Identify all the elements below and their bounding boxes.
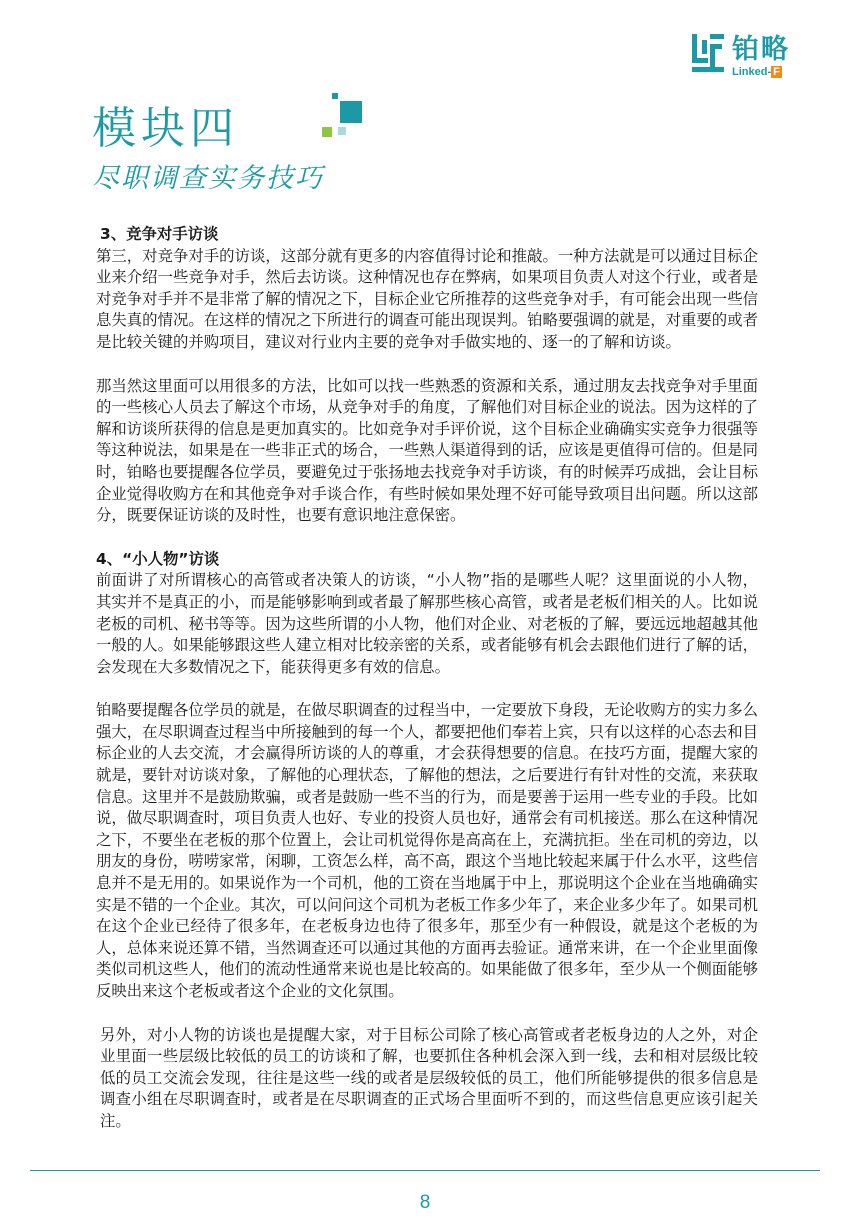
- paragraph: 铂略要提醒各位学员的就是，在做尽职调查的过程当中，一定要放下身段，无论收购方的实力多么强大，在尽职调查过程当中所接触到的每一个人，都要把他们奉若上宾，只有以这样的心态去和目标企业的人去交流，才会赢得所访谈的人的尊重，才会获得想要的信息。在技巧方面，提醒大家的就是，要针对访谈对象，了解他的心理状态，了解他的想法，之后要进行有针对性的交流，来获取信息。这里并不是鼓励欺骗，或者是鼓励一些不当的行为，而是要善于运用一些专业的手段。比如说，做尽职调查时，项目负责人也好、专业的投资人员也好，通常会有司机接送。那么在这种情况之下，不要坐在老板的那个位置上，会让司机觉得你是高高在上，充满抗拒。坐在司机的旁边，以朋友的身份，唠唠家常，闲聊，工资怎么样，高不高，跟这个当地比较起来属于什么水平，这些信息并不是无用的。如果说作为一个司机，他的工资在当地属于中上，那说明这个企业在当地确确实实是不错的一个企业。其次，可以问问这个司机为老板工作多少年了，来企业多少年了。如果司机在这个企业已经待了很多年，在老板身边也待了很多年，那至少有一种假设，就是这个老板的为人，总体来说还算不错，当然调查还可以通过其他的方面再去验证。通常来讲，在一个企业里面像类似司机这些人，他们的流动性通常来说也是比较高的。如果能做了很多年，至少从一个侧面能够反映出来这个老板或者这个企业的文化氛围。: [96, 701, 758, 1000]
- section-heading: 4、“小人物”访谈: [96, 549, 220, 568]
- paragraph: 第三，对竞争对手的访谈，这部分就有更多的内容值得讨论和推敲。一种方法就是可以通过目标企业来介绍一些竞争对手，然后去访谈。这种情况也存在弊病，如果项目负责人对这个行业，或者是对竞争对手并不是非常了解的情况之下，目标企业它所推荐的这些竞争对手，有可能会出现一些信息失真的情况。在这样的情况之下所进行的调查可能出现误判。铂略要强调的就是，对重要的或者是比较关键的并购项目，建议对行业内主要的竞争对手做实地的、逐一的了解和访谈。: [96, 246, 758, 351]
- logo-mark-icon: [692, 34, 724, 72]
- decor-square-light: [338, 127, 346, 135]
- paragraph: 前面讲了对所谓核心的高管或者决策人的访谈，“小人物”指的是哪些人呢？这里面说的小人物，其实并不是真正的小，而是能够影响到或者最了解那些核心高管，或者是老板们相关的人。比如说老板的司机、秘书等等。因为这些所谓的小人物，他们对企业、对老板的了解，要远远地超越其他一般的人。如果能够跟这些人建立相对比较亲密的关系，或者能够有机会去跟他们进行了解的话，会发现在大多数情况之下，能获得更多有效的信息。: [96, 571, 758, 676]
- footer-divider: [30, 1170, 820, 1171]
- brand-name-en-main: Linked-: [732, 66, 772, 78]
- brand-logo: [692, 34, 822, 80]
- module-subtitle: 尽职调查实务技巧: [92, 163, 324, 194]
- article-body: [96, 224, 758, 1133]
- paragraph: 那当然这里面可以用很多的方法，比如可以找一些熟悉的资源和关系，通过朋友去找竞争对手里面的一些核心人员去了解这个市场，从竞争对手的角度，了解他们对目标企业的说法。因为这样的了解和访谈所获得的信息是更加真实的。比如竞争对手评价说，这个目标企业确确实实竞争力很强等等这种说法，如果是在一些非正式的场合，一些熟人渠道得到的话，应该是更值得可信的。但是同时，铂略也要提醒各位学员，要避免过于张扬地去找竞争对手访谈，有的时候弄巧成拙，会让目标企业觉得收购方在和其他竞争对手谈合作，有些时候如果处理不好可能导致项目出问题。所以这部分，既要保证访谈的及时性，也要有意识地注意保密。: [96, 376, 758, 525]
- decor-square-large: [340, 101, 362, 123]
- section-heading: 3、竞争对手访谈: [100, 225, 219, 243]
- decorative-squares: [318, 93, 364, 143]
- decor-square-small: [332, 93, 338, 99]
- brand-name-cn: 铂略: [732, 34, 790, 65]
- page-number: 8: [419, 1192, 431, 1213]
- decor-square-green: [322, 127, 332, 137]
- brand-name-en-suffix: F: [773, 66, 780, 78]
- brand-name-en: [732, 66, 782, 78]
- module-title: 模块四: [92, 103, 239, 154]
- paragraph: 另外，对小人物的访谈也是提醒大家，对于目标公司除了核心高管或者老板身边的人之外，对企业里面一些层级比较低的员工的访谈和了解，也要抓住各种机会深入到一线，去和相对层级比较低的员工交流会发现，往往是这些一线的或者是层级较低的员工，他们所能够提供的很多信息是调查小组在尽职调查时，或者是在尽职调查的正式场合里面听不到的，而这些信息更应该引起关注。: [100, 1025, 758, 1130]
